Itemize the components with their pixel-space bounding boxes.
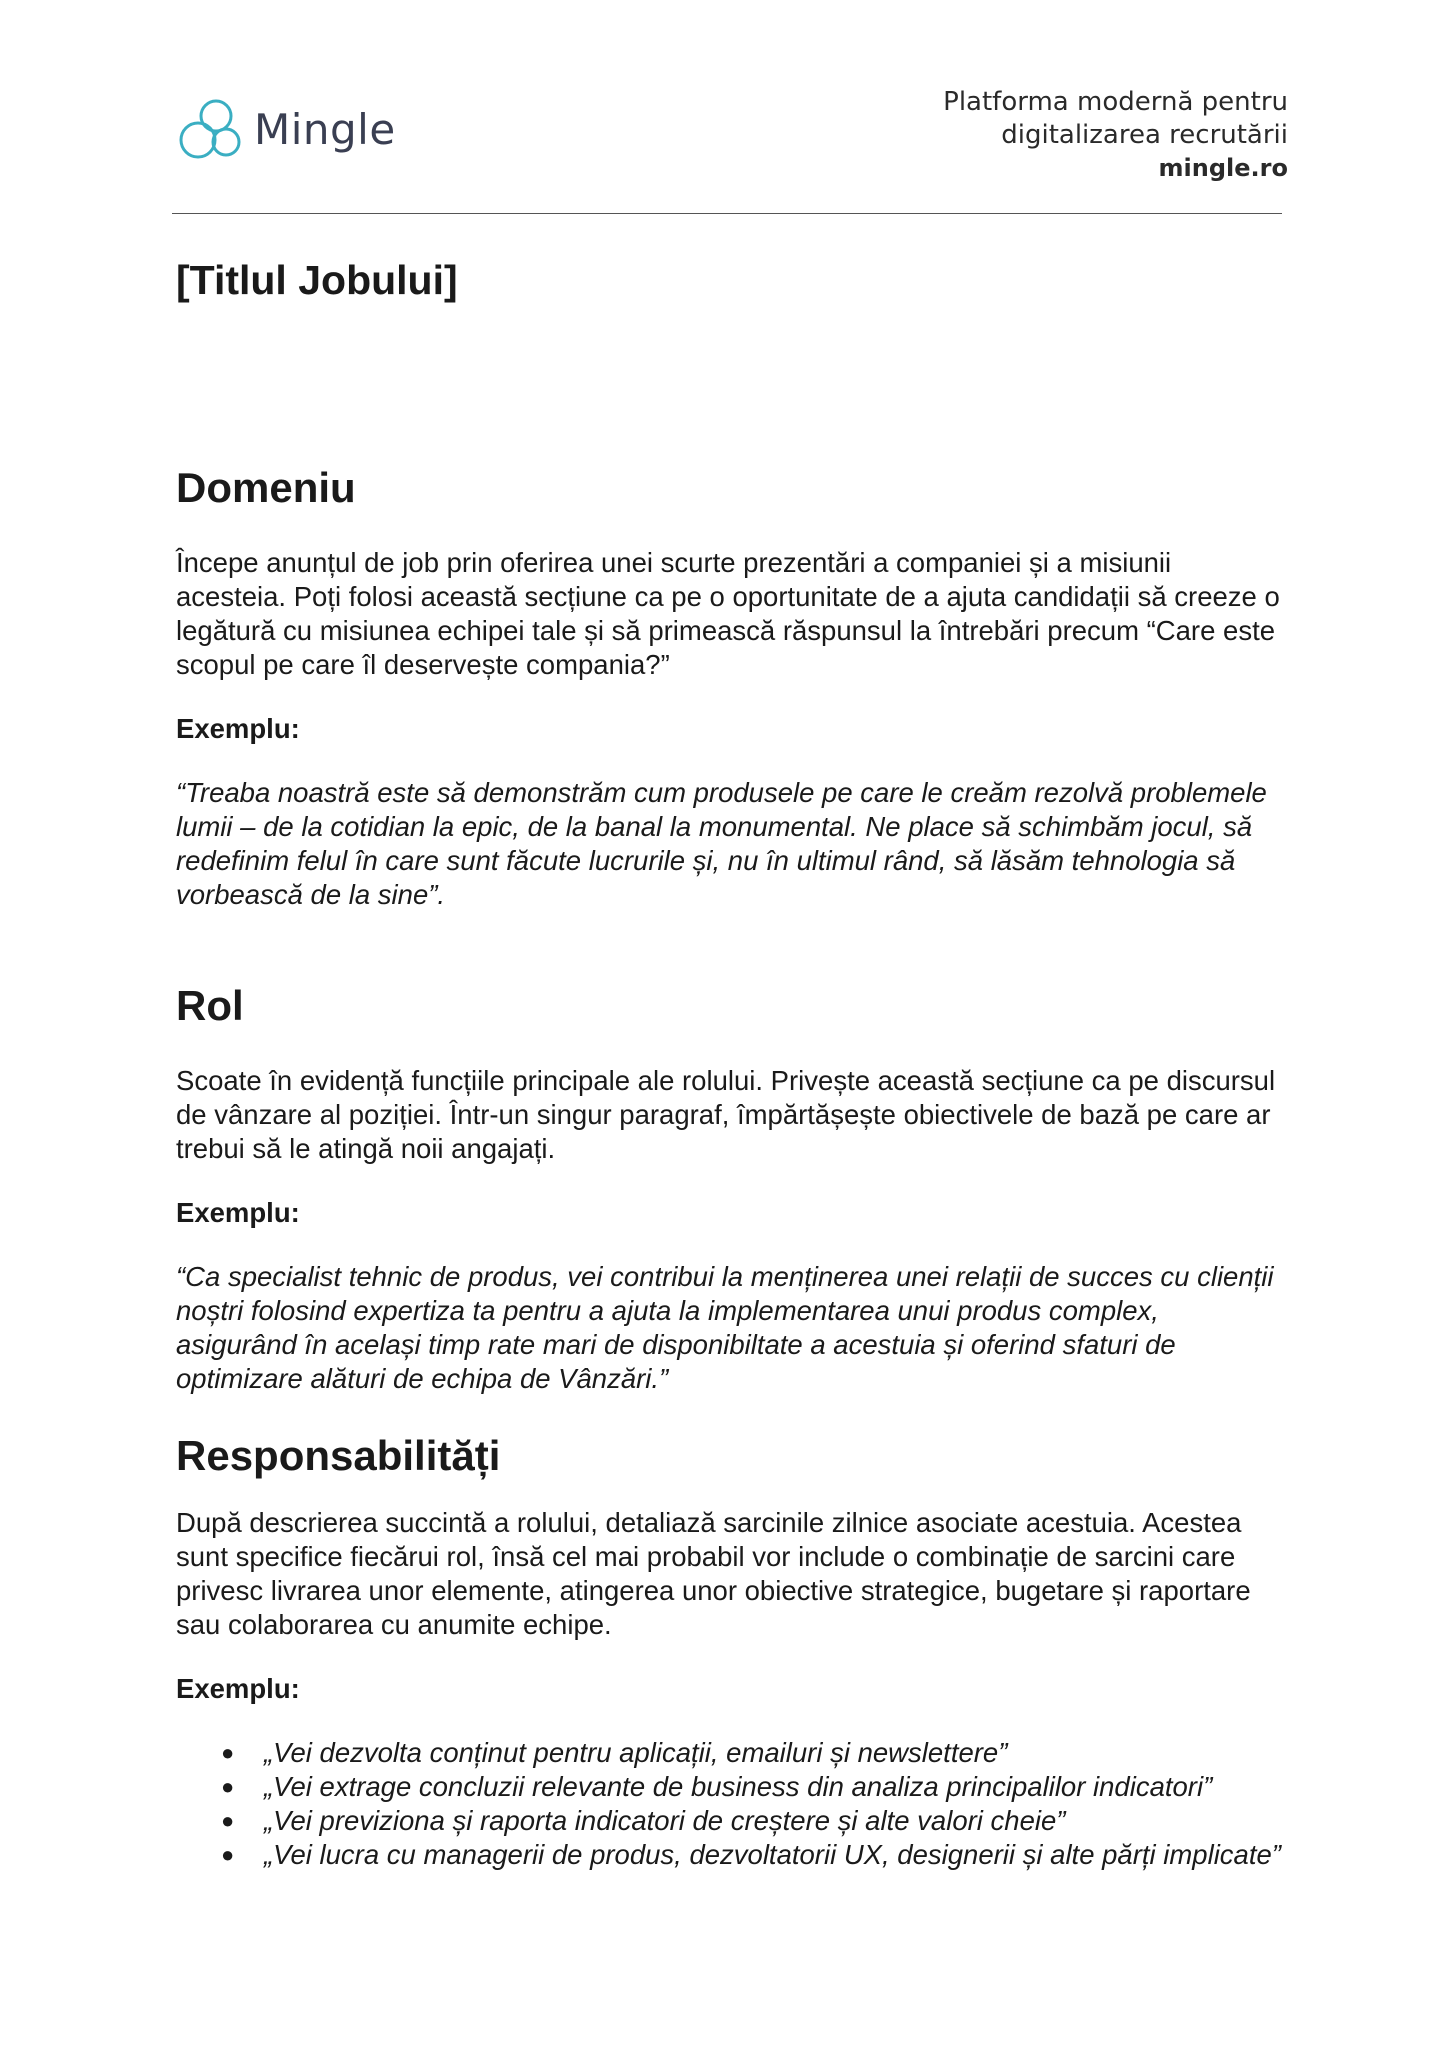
bullet-icon: ● (221, 1774, 235, 1799)
site-link[interactable]: mingle.ro (1158, 154, 1288, 182)
section-paragraph: Începe anunțul de job prin oferirea unei scurte prezentări a companiei și a misiunii acesteia. Poți folosi această secțiune ca pe o oportunitate de a ajuta candidații să creeze o legătură cu misiunea echipei tale și să primească răspunsul la întrebări precum “Care este scopul pe care îl deservește compania?” (176, 547, 1280, 680)
list-item-text: „Vei extrage concluzii relevante de business din analiza principalilor indicatori” (264, 1771, 1213, 1802)
tagline-line-1: Platforma modernă pentru (943, 87, 1288, 117)
job-title: [Titlul Jobului] (176, 257, 458, 303)
example-label: Exemplu: (176, 1197, 300, 1228)
section-domeniu (176, 460, 1286, 912)
section-heading: Domeniu (176, 464, 356, 511)
example-quote: “Treaba noastră este să demonstrăm cum produsele pe care le creăm rezolvă problemele lumii – de la cotidian la epic, de la banal la monumental. Ne place să schimbăm jocul, să redefinim felul în care sunt făcute lucrurile și, nu în ultimul rând, să lăsăm tehnologia să vorbească de la sine”. (176, 777, 1267, 910)
list-item (176, 1770, 1286, 1804)
tagline-line-2: digitalizarea recrutării (1001, 120, 1288, 150)
mingle-logo-icon (176, 96, 250, 162)
bullet-icon: ● (221, 1808, 235, 1833)
section-rol (176, 978, 1286, 1396)
list-item (176, 1838, 1286, 1872)
section-paragraph: Scoate în evidență funcțiile principale ale rolului. Privește această secțiune ca pe discursul de vânzare al poziției. Într-un singur paragraf, împărtășește obiectivele de bază pe care ar trebui să le atingă noii angajați. (176, 1065, 1276, 1164)
list-item (176, 1736, 1286, 1770)
bullet-icon: ● (221, 1842, 235, 1867)
example-label: Exemplu: (176, 1673, 300, 1704)
mingle-logo (176, 96, 396, 162)
list-item-text: „Vei dezvolta conținut pentru aplicații, emailuri și newslettere” (264, 1737, 1008, 1768)
section-responsabilitati (176, 1428, 1286, 1872)
responsibilities-list (176, 1736, 1286, 1872)
header-divider (172, 213, 1282, 214)
section-heading: Rol (176, 982, 244, 1029)
logo-wordmark: Mingle (254, 104, 396, 154)
header-tagline (943, 86, 1288, 185)
bullet-icon: ● (221, 1740, 235, 1765)
example-quote: “Ca specialist tehnic de produs, vei contribui la menținerea unei relații de succes cu clienții noștri folosind expertiza ta pentru a ajuta la implementarea unui produs complex, asigurând în același timp rate mari de disponibiltate a acestuia și oferind sfaturi de optimizare alături de echipa de Vânzări.” (176, 1261, 1274, 1394)
section-heading: Responsabilități (176, 1432, 501, 1479)
example-label: Exemplu: (176, 713, 300, 744)
section-paragraph: După descrierea succintă a rolului, detaliază sarcinile zilnice asociate acestuia. Acestea sunt specifice fiecărui rol, însă cel mai probabil vor include o combinație de sarcini care privesc livrarea unor elemente, atingerea unor obiective strategice, bugetare și raportare sau colaborarea cu anumite echipe. (176, 1507, 1251, 1640)
list-item-text: „Vei lucra cu managerii de produs, dezvoltatorii UX, designerii și alte părți implicate” (264, 1839, 1281, 1870)
list-item (176, 1804, 1286, 1838)
list-item-text: „Vei previziona și raporta indicatori de creștere și alte valori cheie” (264, 1805, 1066, 1836)
document-body (176, 250, 1286, 1872)
